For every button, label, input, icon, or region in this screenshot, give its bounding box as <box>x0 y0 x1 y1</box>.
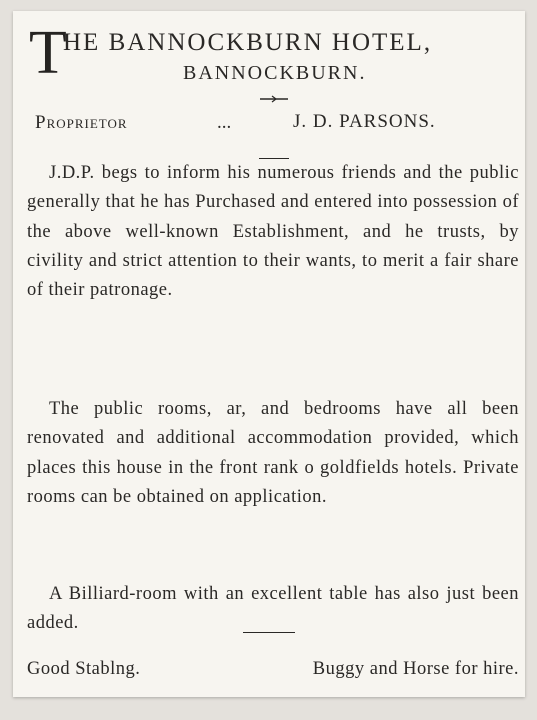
paragraph-announcement: J.D.P. begs to inform his numerous friends and the public generally that he has Purchased and entered into possession of the above well-known Establishment, and he trusts, by civility and strict attention to their wants, to merit a fair share of their patronage. <box>27 163 519 301</box>
location-subtitle: BANNOCKBURN. <box>183 62 367 84</box>
proprietor-label: Proprietor <box>35 112 128 133</box>
proprietor-name: J. D. PARSONS. <box>293 111 436 132</box>
drop-cap: T <box>29 19 67 87</box>
ornament-divider-icon <box>259 95 289 103</box>
headline <box>23 19 521 87</box>
newspaper-clipping <box>13 11 525 697</box>
proprietor-line <box>35 110 505 136</box>
footer-line <box>27 657 519 685</box>
proprietor-dots: ... <box>217 112 232 133</box>
divider-rule <box>243 632 295 633</box>
buggy-hire-note: Buggy and Horse for hire. <box>312 659 519 679</box>
stabling-note: Good Stablng. <box>27 659 141 679</box>
paragraph-billiard: A Billiard-room with an excellent table has also just been added. <box>27 584 519 634</box>
paragraph-rooms: The public rooms, ar, and bedrooms have all been renovated and additional accommodation provided, which places this house in the front rank o goldfields hotels. Private rooms can be obtained on application. <box>27 399 519 507</box>
hotel-title: HE BANNOCKBURN HOTEL, <box>63 29 433 56</box>
